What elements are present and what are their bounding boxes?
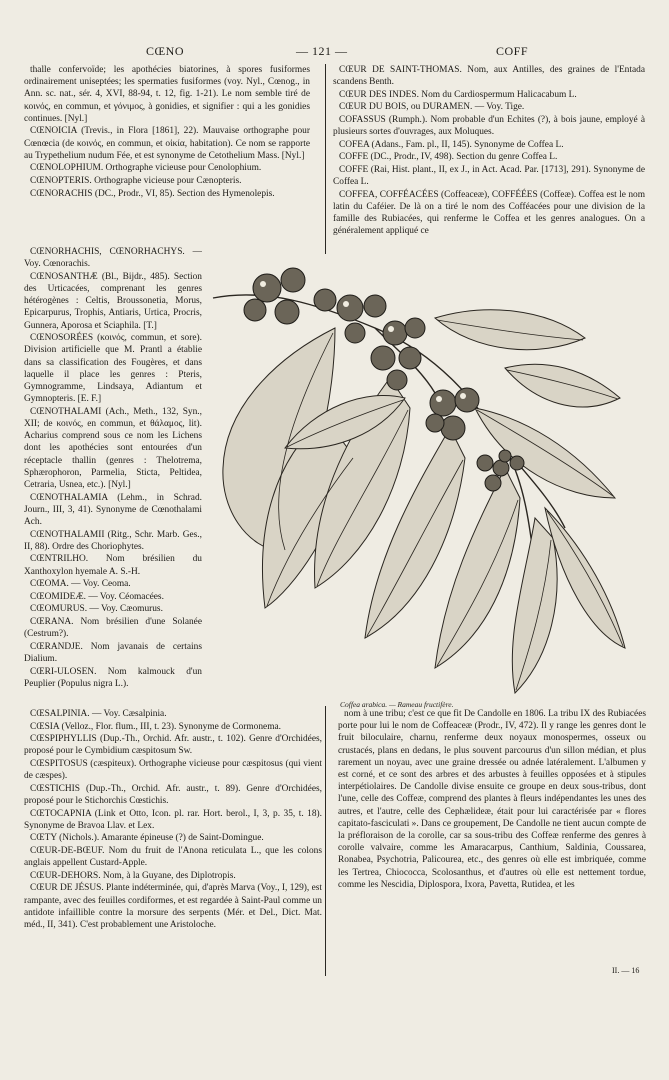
header-left-word: CŒNO: [146, 44, 185, 58]
entry: CŒTY (Nichols.). Amarante épineuse (?) de Saint-Domingue.: [30, 833, 264, 844]
column-rule-bottom: [325, 706, 326, 976]
entry: CŒUR DE JÉSUS. Plante indéterminée, qui, d'après Marva (Voy., I, 129), est rampante, avec des feuilles cordiformes, et est regardée à Saint-Paul comme un antidote infaillible contre la morsure des serpents (Mér. et Del., Dict. Mat. méd., II, 341). C'est probablement une Aristoloche.: [24, 883, 322, 930]
figure-caption: Coffea arabica. — Rameau fructifère.: [340, 700, 454, 709]
left-column-narrow: [24, 246, 202, 706]
entry: CŒRANDJE. Nom javanais de certains Dialium.: [24, 641, 202, 664]
entry: CŒOMURUS. — Voy. Cæomurus.: [30, 604, 163, 615]
column-rule-top: [325, 64, 326, 254]
entry: CŒUR-DE-BŒUF. Nom du fruit de l'Anona reticulata L., que les colons anglais appellent Custard-Apple.: [24, 845, 322, 869]
entry: CŒNTRILHO. Nom brésilien du Xanthoxylon hyemale A. S.-H.: [24, 554, 202, 577]
left-column-top: [24, 64, 310, 244]
entry: CŒUR DE SAINT-THOMAS. Nom, aux Antilles, des graines de l'Entada scandens Benth.: [333, 65, 645, 88]
entry: CŒNOSANTHÆ (Bl., Bijdr., 485). Section des Urticacées, comprenant les genres hétérogènes : Celtis, Broussonetia, Morus, Epicarpurus, Trophis, Antiaris, Urtica, Procris, Gunnera, Aporosa et Sciaphila. [T.]: [24, 271, 202, 331]
running-header: [26, 44, 643, 60]
entry: CŒTOCAPNIA (Link et Otto, Icon. pl. rar. Hort. berol., I, 3, p. 35, t. 18). Synonyme de Bravoa Llav. et Lex.: [24, 808, 322, 831]
entry: CŒSIA (Velloz., Flor. flum., III, t. 23). Synonyme de Cormonema.: [30, 721, 282, 732]
coffee-branch-illustration: [205, 258, 645, 698]
entry: CŒOMIDEÆ. — Voy. Céomacées.: [30, 591, 164, 602]
right-column-top: [333, 64, 645, 252]
entry: COFFEA, COFFÉACÉES (Coffeaceæ), COFFÉÉES (Coffeæ). Coffea est le nom latin du Caféier. De là on a tiré le nom des Cofféacées pour une division de la famille des Rubiacées, qui renferme le Coffea et les genres analogues. On a généralement appliqué ce: [333, 189, 645, 237]
entry: CŒSALPINIA. — Voy. Cæsalpinia.: [30, 709, 167, 719]
entry: CŒNORACHIS (DC., Prodr., VI, 85). Section des Hymenolepis.: [30, 188, 275, 199]
entry: CŒSPITOSUS (cæspiteux). Orthographe vicieuse pour cæspitosus (qui vient de cæspes).: [24, 758, 322, 782]
entry: CŒUR DU BOIS, ou DURAMEN. — Voy. Tige.: [339, 102, 525, 113]
entry: CŒNORHACHIS, CŒNORHACHYS. — Voy. Cœnorachis.: [24, 247, 202, 270]
header-right-word: COFF: [496, 44, 529, 58]
entry: CŒSPIPHYLLIS (Dup.-Th., Orchid. Afr. austr., t. 102). Genre d'Orchidées, proposé pour le Cymbidium cæspitosum Sw.: [24, 734, 322, 757]
entry: CŒOMA. — Voy. Ceoma.: [30, 579, 131, 590]
page-number: — 121 —: [296, 44, 348, 58]
entry: CŒSTICHIS (Dup.-Th., Orchid. Afr. austr., t. 89). Genre d'Orchidées, proposé pour le Stichorchis Cœstichis.: [24, 783, 322, 806]
entry: nom à une tribu; c'est ce que fit De Candolle en 1806. La tribu IX des Rubiacées porte pour lui le nom de Coffeaceæ (Prodr., IV, 472). Il y range les genres dont le fruit biloculaire, charnu, renferme deux noyaux monospermes, osseux ou crustacés, plans en dedans, le plus souvent parcourus d'un sillon médian, et plus rarement un noyau, avec une graine dressée ou adnée latéralement. L'albumen y est corné, et ce sont des arbres et des arbustes à feuilles opposées et à stipules interpétiolaires. De Candolle divise ensuite ce groupe en deux sous-tribus, dont l'une, celle des Coffeæ, comprend des plantes à fleurs indépendantes les unes des autres, et l'autre, celle des Cephælideæ, était pour lui caractérisée par « flores capitato-fasciculati ». Dans ce groupement, De Candolle ne tient aucun compte de la préfloraison de la corolle, car sa sous-tribu des Coffeæ renferme des genres à corolle valvaire, comme les Amaracarpus, Canthium, Saldinia, Coussarea, Ronabea, Psychotria, Palicourea, etc., des genres où elle est imbriquée, comme les Tertrea, Chiococca, Scolosanthus, et d'autres où elle est nettement tordue, comme les Nescidia, Diplospora, Ixora, Pavetta, Rutidea, et les: [338, 709, 646, 890]
entry: CŒNOTHALAMII (Ritg., Schr. Marb. Ges., II, 88). Ordre des Choriophytes.: [24, 529, 202, 552]
entry: CŒUR-DEHORS. Nom, à la Guyane, des Diplotropis.: [30, 870, 236, 881]
entry: CŒNOTHALAMI (Ach., Meth., 132, Syn., XII; de κοινός, en commun, et θάλαμος, lit). Acharius comprend sous ce nom les Lichens dont les apothécies sont entourées d'un réceptacle thallin (genres : Thelotrema, Sphærophoron, Parmelia, Sticta, Peltidea, Cetraria, Usnea, etc.). [Nyl.]: [24, 406, 202, 491]
entry: COFASSUS (Rumph.). Nom probable d'un Echites (?), à bois jaune, employé à plusieurs sortes d'ouvrages, aux Moluques.: [333, 114, 645, 138]
printer-signature: II. — 16: [612, 966, 640, 975]
entry: COFFE (DC., Prodr., IV, 498). Section du genre Coffea L.: [339, 152, 558, 163]
left-column-bottom: [24, 708, 322, 976]
entry: CŒNOSORÉES (κοινός, commun, et sore). Division artificielle que M. Prantl a établie dans sa classification des Fougères, et dans laquelle il place les genres : Pteris, Gymnogramme, Lindsaya, Adiantum et Gymnopteris. [E. F.]: [24, 333, 202, 405]
right-column-bottom: [338, 708, 646, 966]
entry: CŒUR DES INDES. Nom du Cardiospermum Halicacabum L.: [339, 89, 577, 100]
entry: CŒRI-ULOSEN. Nom kalmouck d'un Peuplier (Populus nigra L.).: [24, 666, 202, 689]
entry: thalle confervoïde; les apothécies biatorines, à spores fusiformes ordinairement uniseptées; les spermaties fusiformes (voy. Nyl., Cœnog., in Ann. sc. nat., sér. 4, XVI, 88-94, t. 12, fig. 1-21). Le nom semble tiré de κοινός, en commun, et γόνιμος, à gonidies, et signifier : qui a les gonidies continues. [Nyl.]: [24, 65, 310, 124]
entry: CŒNOICIA (Trevis., in Flora [1861], 22). Mauvaise orthographe pour Cœnœcia (de κοινός, en commun, et οἰκία, habitation). Ce nom se rapporte au Trypethelium nudum Fée, et est synonyme de Cetothelium Mass. [Nyl.]: [24, 126, 310, 161]
entry: CŒRANA. Nom brésilien d'une Solanée (Cestrum?).: [24, 617, 202, 640]
entry: COFEA (Adans., Fam. pl., II, 145). Synonyme de Coffea L.: [339, 139, 564, 150]
entry: CŒNOTHALAMIA (Lehm., in Schrad. Journ., III, 3, 41). Synonyme de Cœnothalami Ach.: [24, 492, 202, 528]
entry: CŒNOPTERIS. Orthographe vicieuse pour Cænopteris.: [30, 176, 242, 186]
entry: COFFE (Rai, Hist. plant., II, ex J., in Act. Acad. Par. [1713], 291). Synonyme de Coffea L.: [333, 164, 645, 188]
entry: CŒNOLOPHIUM. Orthographe vicieuse pour Cenolophium.: [30, 163, 262, 174]
